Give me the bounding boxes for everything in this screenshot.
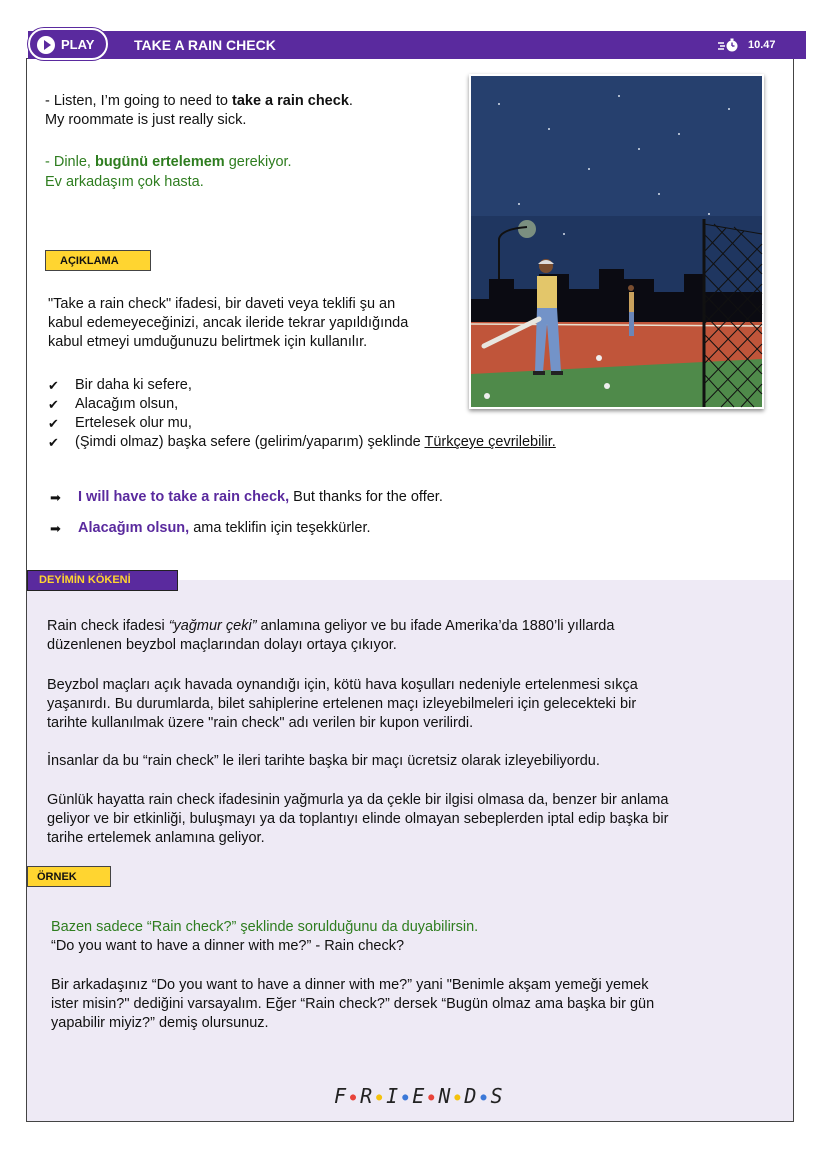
checkmark-icon: ✔	[48, 435, 59, 450]
origin-paragraph-3: İnsanlar da bu “rain check” le ileri tarihte başka bir maçı ücretsiz olarak izleyebiliyordu.	[47, 753, 600, 769]
duration-label: 10.47	[748, 39, 776, 51]
example-english: ➡ I will have to take a rain check, But thanks for the offer.	[50, 489, 443, 505]
origin-paragraph-4-line2: geliyor ve bir etkinliği, buluşmayı ya da toplantıyı elinde olmayan sebeplerden iptal edip başka bir	[47, 811, 669, 827]
checkmark-icon: ✔	[48, 397, 59, 412]
dialog-turkish-line2: Ev arkadaşım çok hasta.	[45, 174, 204, 190]
example-turkish: ➡ Alacağım olsun, ama teklifin için teşekkürler.	[50, 520, 371, 536]
arrow-right-icon: ➡	[50, 521, 61, 536]
play-button[interactable]	[28, 28, 108, 60]
origin-paragraph-2-line1: Beyzbol maçları açık havada oynandığı için, kötü hava koşulları nedeniyle ertelenmesi sıkça	[47, 677, 638, 693]
translation-checklist	[48, 376, 556, 452]
dialog-turkish: - Dinle, bugünü ertelemem gerekiyor.	[45, 154, 292, 170]
origin-panel	[27, 580, 793, 1121]
ornek-label: ÖRNEK	[27, 866, 111, 887]
explanation-line-1: "Take a rain check" ifadesi, bir daveti veya teklifi şu an	[48, 296, 396, 312]
baseball-night-illustration	[469, 74, 764, 409]
list-item: ✔ Alacağım olsun,	[48, 396, 179, 412]
friends-logo: F ● R ● I ● E ● N ● D ● S	[334, 1084, 504, 1108]
list-item: ✔ Ertelesek olur mu,	[48, 415, 192, 431]
checkmark-icon: ✔	[48, 378, 59, 393]
example-note: Bazen sadece “Rain check?” şeklinde sorulduğunu da duyabilirsin.	[51, 919, 479, 935]
origin-paragraph-4-line1: Günlük hayatta rain check ifadesinin yağmurla ya da çekle bir ilgisi olmasa da, benzer bir anlama	[47, 792, 669, 808]
list-item: ✔ (Şimdi olmaz) başka sefere (gelirim/yaparım) şeklinde Türkçeye çevrilebilir.	[48, 434, 556, 450]
list-item: ✔ Bir daha ki sefere,	[48, 377, 192, 393]
example-paragraph-line3: yapabilir miyiz?” demiş olursunuz.	[51, 1015, 269, 1031]
example-paragraph-line2: ister misin?" dediğini varsayalım. Eğer “Rain check?” dersek “Bugün olmaz ama başka bir gün	[51, 996, 655, 1012]
explanation-line-3: kabul etmeyi umduğunuzu belirtmek için kullanılır.	[48, 334, 368, 350]
example-quote: “Do you want to have a dinner with me?” - Rain check?	[51, 938, 405, 954]
play-label: PLAY	[61, 37, 95, 52]
origin-paragraph-1-line2: düzenlenen beyzbol maçlarından dolayı ortaya çıkıyor.	[47, 637, 397, 653]
origin-label: DEYİMİN KÖKENİ	[27, 570, 178, 591]
page-title: TAKE A RAIN CHECK	[134, 37, 276, 53]
explanation-line-2: kabul edemeyeceğinizi, ancak ileride tekrar yapıldığında	[48, 315, 409, 331]
stopwatch-icon	[718, 38, 740, 52]
arrow-right-icon: ➡	[50, 490, 61, 505]
checkmark-icon: ✔	[48, 416, 59, 431]
origin-paragraph-1: Rain check ifadesi “yağmur çeki” anlamına geliyor ve bu ifade Amerika’da 1880’li yıllarda	[47, 618, 615, 634]
aciklama-label: AÇIKLAMA	[45, 250, 151, 271]
underlined-note: Türkçeye çevrilebilir.	[424, 434, 556, 450]
dialog-english: - Listen, I’m going to need to take a rain check.	[45, 93, 353, 109]
example-paragraph-line1: Bir arkadaşınız “Do you want to have a dinner with me?” yani "Benimle akşam yemeği yemek	[51, 977, 649, 993]
dialog-english-line2: My roommate is just really sick.	[45, 112, 247, 128]
origin-paragraph-4-line3: tarihe ertelemek anlamına geliyor.	[47, 830, 265, 846]
play-icon	[37, 36, 55, 54]
origin-paragraph-2-line2: yaşanırdı. Bu durumlarda, bilet sahiplerine ertelenen maçı izleyebilmeleri için gelecekteki bir	[47, 696, 637, 712]
origin-paragraph-2-line3: tarihte kullanılmak üzere "rain check" adı verilen bir kupon verilirdi.	[47, 715, 474, 731]
